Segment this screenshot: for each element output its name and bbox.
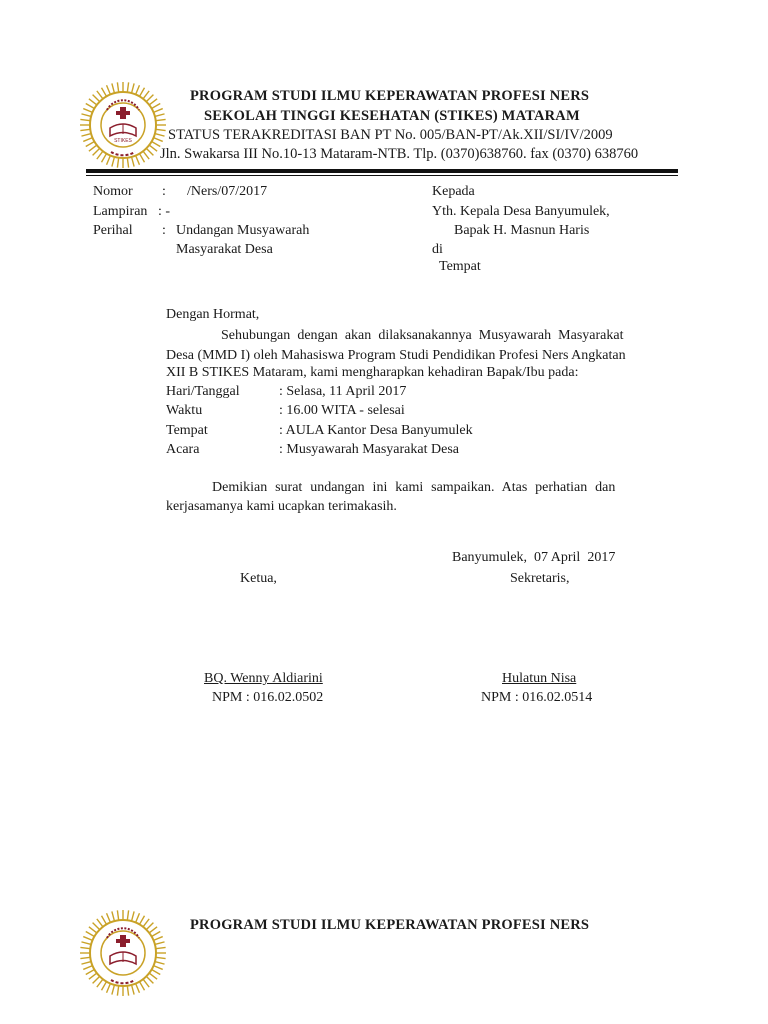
place-date: Banyumulek, 07 April 2017 (452, 550, 616, 565)
nomor-label: Nomor (93, 184, 133, 199)
logo-ray (140, 982, 145, 991)
nomor-colon: : (162, 184, 166, 199)
logo-ray (107, 155, 111, 164)
logo-ray (149, 145, 157, 151)
detail-value: : AULA Kantor Desa Banyumulek (279, 423, 473, 438)
logo-ray (132, 911, 135, 921)
logo-ray (97, 919, 103, 927)
logo-ray (112, 157, 115, 167)
sekretaris-npm: NPM : 016.02.0514 (481, 690, 593, 705)
logo-ray (102, 916, 107, 925)
logo-ray (81, 114, 91, 117)
salutation: Dengan Hormat, (166, 307, 260, 322)
logo-ray (89, 145, 97, 151)
logo-ray (143, 979, 149, 987)
footer-header-line-1: PROGRAM STUDI ILMU KEPERAWATAN PROFESI NERS (190, 917, 590, 933)
logo-ray (156, 947, 166, 948)
detail-value: : Musyawarah Masyarakat Desa (279, 442, 459, 457)
logo-ray (86, 932, 95, 937)
logo-ray (127, 910, 128, 920)
logo-ray (81, 962, 91, 965)
recipient-kepada: Kepada (432, 184, 475, 199)
logo-ray (83, 966, 92, 970)
logo-ray (152, 142, 161, 147)
logo-ray (136, 983, 140, 992)
logo-ray (107, 983, 111, 992)
logo-ray (140, 88, 145, 97)
perihal-colon: : (162, 223, 166, 238)
logo-ray (80, 119, 90, 120)
logo-ray (149, 973, 157, 979)
logo-ray (83, 109, 92, 113)
logo-ray (80, 947, 90, 948)
stikes-logo-footer (78, 908, 168, 998)
body-paragraph-1-line-3: XII B STIKES Mataram, kami mengharapkan kehadiran Bapak/Ibu pada: (166, 365, 579, 380)
logo-ray (97, 979, 103, 987)
logo-ray (86, 142, 95, 147)
body-paragraph-1-line-1: Sehubungan dengan akan dilaksanakannya Musyawarah Masyarakat (221, 328, 624, 343)
logo-ray (156, 129, 166, 130)
logo-ray (102, 88, 107, 97)
body-paragraph-1-line-2: Desa (MMD I) oleh Mahasiswa Program Studi Pendidikan Profesi Ners Angkatan (166, 348, 626, 363)
logo-ray (80, 957, 90, 958)
header-line-1: PROGRAM STUDI ILMU KEPERAWATAN PROFESI NERS (190, 88, 590, 104)
logo-ray (155, 114, 165, 117)
logo-ray (153, 966, 162, 970)
logo-ray (93, 148, 100, 155)
logo-ray (86, 970, 95, 975)
detail-label: Hari/Tanggal (166, 384, 240, 399)
recipient-di: di (432, 242, 443, 257)
logo-ray (149, 99, 157, 105)
logo-ray (112, 83, 115, 93)
logo-ray (140, 154, 145, 163)
logo-ray (117, 158, 118, 168)
logo-ray (153, 109, 162, 113)
logo-ray (127, 158, 128, 168)
logo-ray (127, 986, 128, 996)
svg-text:STIKES: STIKES (114, 138, 132, 144)
logo-ray (112, 985, 115, 995)
logo-ray (152, 970, 161, 975)
logo-ray (80, 129, 90, 130)
logo-ray (146, 148, 153, 155)
logo-ray (143, 919, 149, 927)
nomor-value: /Ners/07/2017 (187, 184, 268, 199)
logo-ray (143, 151, 149, 159)
sekretaris-name: Hulatun Nisa (502, 671, 577, 686)
perihal-value-2: Masyarakat Desa (176, 242, 273, 257)
logo-ray (143, 91, 149, 99)
logo-ray (146, 95, 153, 102)
header-rule-thin (86, 175, 678, 176)
sekretaris-title: Sekretaris, (510, 571, 570, 586)
ketua-npm: NPM : 016.02.0502 (212, 690, 324, 705)
logo-ray (89, 99, 97, 105)
logo-ray (93, 976, 100, 983)
logo-ray (155, 134, 165, 137)
logo-ray (97, 151, 103, 159)
logo-ray (93, 95, 100, 102)
logo-ray (156, 957, 166, 958)
logo-ray (156, 119, 166, 120)
logo-ray (153, 138, 162, 142)
logo-ray (89, 973, 97, 979)
header-line-2: SEKOLAH TINGGI KESEHATAN (STIKES) MATARAM (204, 108, 580, 124)
logo-ray (107, 85, 111, 94)
logo-ray (89, 927, 97, 933)
logo-ray (83, 138, 92, 142)
logo-ray (149, 927, 157, 933)
lampiran-value: : - (158, 204, 171, 219)
logo-ray (155, 942, 165, 945)
closing-line-1: Demikian surat undangan ini kami sampaikan. Atas perhatian dan (212, 480, 616, 495)
detail-label: Tempat (166, 423, 208, 438)
recipient-line-1: Yth. Kepala Desa Banyumulek, (432, 204, 610, 219)
logo-ray (86, 104, 95, 109)
logo-ray (155, 962, 165, 965)
header-line-4: Jln. Swakarsa III No.10-13 Mataram-NTB. Tlp. (0370)638760. fax (0370) 638760 (160, 146, 639, 162)
recipient-line-2: Bapak H. Masnun Haris (454, 223, 590, 238)
lampiran-label: Lampiran (93, 204, 148, 219)
logo-ray (136, 913, 140, 922)
recipient-tempat: Tempat (439, 259, 481, 274)
logo-ray (102, 982, 107, 991)
logo-ray (152, 932, 161, 937)
logo-ray (81, 942, 91, 945)
perihal-label: Perihal (93, 223, 133, 238)
logo-ray (107, 913, 111, 922)
logo-ray (136, 85, 140, 94)
logo-ray (152, 104, 161, 109)
detail-label: Acara (166, 442, 200, 457)
logo-ray (136, 155, 140, 164)
logo-ray (102, 154, 107, 163)
perihal-value-1: Undangan Musyawarah (176, 223, 310, 238)
logo-ray (127, 82, 128, 92)
logo-ray (83, 937, 92, 941)
logo-ray (117, 82, 118, 92)
detail-value: : Selasa, 11 April 2017 (279, 384, 407, 399)
logo-ray (117, 986, 118, 996)
logo-ray (153, 937, 162, 941)
logo-ray (146, 976, 153, 983)
logo-ray (146, 923, 153, 930)
logo-ray (132, 157, 135, 167)
stikes-logo (78, 80, 168, 170)
logo-ray (140, 916, 145, 925)
detail-value: : 16.00 WITA - selesai (279, 403, 405, 418)
logo-ray (132, 83, 135, 93)
logo-ray (97, 91, 103, 99)
logo-ray (93, 923, 100, 930)
header-line-3: STATUS TERAKREDITASI BAN PT No. 005/BAN-PT/Ak.XII/SI/IV/2009 (168, 127, 613, 143)
logo-ray (132, 985, 135, 995)
detail-label: Waktu (166, 403, 203, 418)
logo-ray (112, 911, 115, 921)
ketua-title: Ketua, (240, 571, 277, 586)
closing-line-2: kerjasamanya kami ucapkan terimakasih. (166, 499, 397, 514)
logo-ray (81, 134, 91, 137)
header-rule-thick (86, 169, 678, 173)
ketua-name: BQ. Wenny Aldiarini (204, 671, 323, 686)
logo-ray (117, 910, 118, 920)
